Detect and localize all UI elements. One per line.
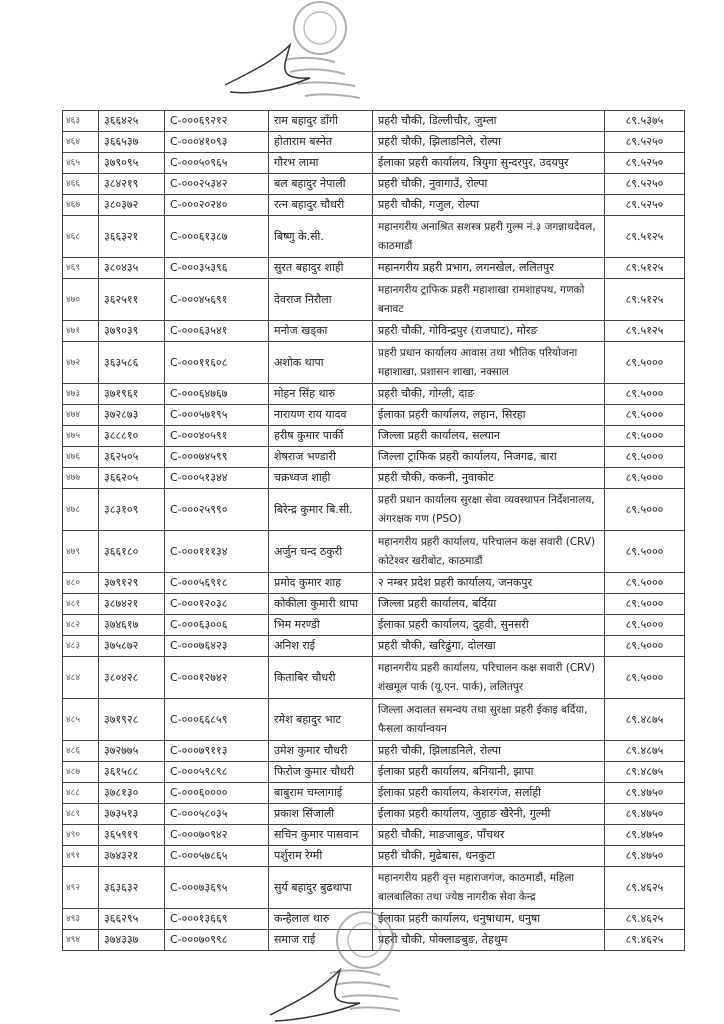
table-row xyxy=(63,867,685,909)
table-row xyxy=(63,468,685,489)
office-name: महानगरीय प्रहरी वृत्त महाराजगंज, काठमाडौं, महिला बालबालिका तथा ज्येष्ठ नागरीक सेवा केन्द्र xyxy=(373,867,605,909)
score: ८९.४८७५ xyxy=(605,741,685,762)
office-name: प्रहरी चौकी, गोविन्द्रपुर (राजघाट), मोरङ xyxy=(373,321,605,342)
candidate-name: होताराम बस्नेत xyxy=(269,132,373,153)
score: ८९.५१२५ xyxy=(605,279,685,321)
office-name: ईलाका प्रहरी कार्यालय, केशरगंज, सर्लाही xyxy=(373,783,605,804)
candidate-name: देवराज निरौला xyxy=(269,279,373,321)
candidate-name: शेषराज भण्डारी xyxy=(269,447,373,468)
score: ८९.४६२५ xyxy=(605,909,685,930)
table-row xyxy=(63,405,685,426)
office-name: प्रहरी चौकी, ककनी, नुवाकोट xyxy=(373,468,605,489)
score: ८९.४६२५ xyxy=(605,930,685,951)
score: ८९.४७५० xyxy=(605,825,685,846)
table-row xyxy=(63,195,685,216)
candidate-id: C-०००६६८५९ xyxy=(165,699,269,741)
table-row xyxy=(63,636,685,657)
office-name: प्रहरी चौकी, मुढेबास, धनकुटा xyxy=(373,846,605,867)
office-name: ईलाका प्रहरी कार्यालय, दुहवी, सुनसरी xyxy=(373,615,605,636)
serial-number: ४७९ xyxy=(63,531,99,573)
roll-number: ३७४३३७ xyxy=(99,930,165,951)
candidate-name: समाज राई xyxy=(269,930,373,951)
candidate-name: बिरेन्द्र कुमार बि.सी. xyxy=(269,489,373,531)
score: ८९.५००० xyxy=(605,342,685,384)
table-row xyxy=(63,216,685,258)
serial-number: ४६४ xyxy=(63,132,99,153)
score: ८९.४७५० xyxy=(605,783,685,804)
roll-number: ३६५९१९ xyxy=(99,825,165,846)
office-name: महानगरीय प्रहरी प्रभाग, लगनखेल, ललितपुर xyxy=(373,258,605,279)
results-table xyxy=(62,110,685,951)
office-name: महानगरीय ट्राफिक प्रहरी महाशाखा रामशाहपथ, गणको बनावट xyxy=(373,279,605,321)
candidate-name: पर्शुराम रेग्मी xyxy=(269,846,373,867)
roll-number: ३८०३७२ xyxy=(99,195,165,216)
candidate-name: प्रकाश सिंजाली xyxy=(269,804,373,825)
roll-number: ३६६२०५ xyxy=(99,468,165,489)
candidate-id: C-०००७०९९८ xyxy=(165,930,269,951)
roll-number: ३७५८७२ xyxy=(99,636,165,657)
roll-number: ३८०४२८ xyxy=(99,657,165,699)
candidate-name: अर्जुन चन्द ठकुरी xyxy=(269,531,373,573)
score: ८९.४७५० xyxy=(605,846,685,867)
serial-number: ४७६ xyxy=(63,447,99,468)
score: ८९.५००० xyxy=(605,615,685,636)
score: ८९.५००० xyxy=(605,594,685,615)
candidate-name: राम बहादुर डाँगी xyxy=(269,111,373,132)
candidate-id: C-०००५९८९८ xyxy=(165,762,269,783)
serial-number: ४८८ xyxy=(63,783,99,804)
candidate-name: गौरभ लामा xyxy=(269,153,373,174)
candidate-id: C-०००३५३९६ xyxy=(165,258,269,279)
score: ८९.५२५० xyxy=(605,195,685,216)
candidate-name: फिरोज कुमार चौधरी xyxy=(269,762,373,783)
serial-number: ४९० xyxy=(63,825,99,846)
score: ८९.५००० xyxy=(605,636,685,657)
roll-number: ३६६१८० xyxy=(99,531,165,573)
serial-number: ४९२ xyxy=(63,867,99,909)
candidate-name: सुर्य बहादुर बुढथापा xyxy=(269,867,373,909)
candidate-id: C-०००६१३८७ xyxy=(165,216,269,258)
table-row xyxy=(63,615,685,636)
roll-number: ३७१९६१ xyxy=(99,384,165,405)
serial-number: ४८० xyxy=(63,573,99,594)
serial-number: ४७८ xyxy=(63,489,99,531)
roll-number: ३८०४३५ xyxy=(99,258,165,279)
table-row xyxy=(63,153,685,174)
serial-number: ४६९ xyxy=(63,258,99,279)
office-name: महानगरीय प्रहरी कार्यालय, परिचालन कक्ष सवारी (CRV) शंखमूल पार्क (यू.एन. पार्क), ललितपुर xyxy=(373,657,605,699)
roll-number: ३७१९२८ xyxy=(99,699,165,741)
table-row xyxy=(63,132,685,153)
candidate-name: कोकीला कुमारी थापा xyxy=(269,594,373,615)
candidate-name: मनोज खड्का xyxy=(269,321,373,342)
candidate-id: C-०००७४५९९ xyxy=(165,447,269,468)
candidate-id: C-०००४५६९१ xyxy=(165,279,269,321)
serial-number: ४७२ xyxy=(63,342,99,384)
table-row xyxy=(63,846,685,867)
table-row xyxy=(63,279,685,321)
candidate-id: C-०००१११३४ xyxy=(165,531,269,573)
candidate-name: उमेश कुमार चौधरी xyxy=(269,741,373,762)
office-name: जिल्ला ट्राफिक प्रहरी कार्यालय, निजगढ, बारा xyxy=(373,447,605,468)
candidate-id: C-०००६९२१२ xyxy=(165,111,269,132)
office-name: प्रहरी चौकी, गोग्ली, दाङ xyxy=(373,384,605,405)
roll-number: ३८३१०९ xyxy=(99,489,165,531)
roll-number: ३८४२१९ xyxy=(99,174,165,195)
score: ८९.५००० xyxy=(605,447,685,468)
candidate-name: हरीष कुमार पार्की xyxy=(269,426,373,447)
office-name: प्रहरी चौकी, झिलाडनिले, रोल्पा xyxy=(373,132,605,153)
table-row xyxy=(63,699,685,741)
office-name: प्रहरी चौकी, खरिढुंगा, दोलखा xyxy=(373,636,605,657)
score: ८९.५००० xyxy=(605,531,685,573)
table-row xyxy=(63,447,685,468)
candidate-id: C-०००६४७६७ xyxy=(165,384,269,405)
office-name: ईलाका प्रहरी कार्यालय, बनियानी, झापा xyxy=(373,762,605,783)
office-name: ईलाका प्रहरी कार्यालय, त्रियुगा सुन्दरपुर, उदयपुर xyxy=(373,153,605,174)
candidate-id: C-०००१२७४२ xyxy=(165,657,269,699)
table-row xyxy=(63,573,685,594)
table-row xyxy=(63,384,685,405)
roll-number: ३७३५१३ xyxy=(99,804,165,825)
roll-number: ३७९१२९ xyxy=(99,573,165,594)
table-row xyxy=(63,489,685,531)
candidate-id: C-०००२५९९० xyxy=(165,489,269,531)
score: ८९.५२५० xyxy=(605,153,685,174)
serial-number: ४६५ xyxy=(63,153,99,174)
official-stamp-bottom xyxy=(250,905,420,1024)
table-row xyxy=(63,825,685,846)
roll-number: ३७८१३० xyxy=(99,783,165,804)
serial-number: ४७५ xyxy=(63,426,99,447)
roll-number: ३६२५११ xyxy=(99,279,165,321)
serial-number: ४७३ xyxy=(63,384,99,405)
table-row xyxy=(63,342,685,384)
candidate-id: C-०००४०५९१ xyxy=(165,426,269,447)
serial-number: ४८२ xyxy=(63,615,99,636)
serial-number: ४७४ xyxy=(63,405,99,426)
table-row xyxy=(63,741,685,762)
office-name: जिल्ला प्रहरी कार्यालय, सल्यान xyxy=(373,426,605,447)
score: ८९.५००० xyxy=(605,405,685,426)
serial-number: ४६६ xyxy=(63,174,99,195)
score: ८९.५१२५ xyxy=(605,258,685,279)
office-name: प्रहरी चौकी, माङजाबुङ, पाँचथर xyxy=(373,825,605,846)
candidate-id: C-०००१२०३८ xyxy=(165,594,269,615)
roll-number: ३६६२९५ xyxy=(99,909,165,930)
office-name: जिल्ला प्रहरी कार्यालय, बर्दिया xyxy=(373,594,605,615)
roll-number: ३७२८७३ xyxy=(99,405,165,426)
table-row xyxy=(63,258,685,279)
candidate-name: सचिन कुमार पासवान xyxy=(269,825,373,846)
score: ८९.४८७५ xyxy=(605,699,685,741)
office-name: महानगरीय प्रहरी कार्यालय, परिचालन कक्ष सवारी (CRV) कोटेश्वर खरीबोट, काठमाडौं xyxy=(373,531,605,573)
office-name: प्रहरी चौकी, डिल्लीचौर, जुम्ला xyxy=(373,111,605,132)
score: ८९.४७५० xyxy=(605,804,685,825)
office-name: प्रहरी प्रधान कार्यालय सुरक्षा सेवा व्यवस्थापन निर्देशनालय, अंगरक्षक गण (PSO) xyxy=(373,489,605,531)
candidate-id: C-०००७६४२३ xyxy=(165,636,269,657)
office-name: जिल्ला अदालत समन्वय तथा सुरक्षा प्रहरी ईकाइ बर्दिया, फैसला कार्यान्वयन xyxy=(373,699,605,741)
candidate-name: प्रमोद कुमार शाह xyxy=(269,573,373,594)
score: ८९.५००० xyxy=(605,489,685,531)
score: ८९.५००० xyxy=(605,468,685,489)
office-name: प्रहरी चौकी, झिलाडनिले, रोल्पा xyxy=(373,741,605,762)
candidate-name: बाबुराम चम्लागाई xyxy=(269,783,373,804)
roll-number: ३६२५०५ xyxy=(99,447,165,468)
roll-number: ३६६५३७ xyxy=(99,132,165,153)
serial-number: ४९४ xyxy=(63,930,99,951)
candidate-id: C-०००७०९४२ xyxy=(165,825,269,846)
roll-number: ३६६३२१ xyxy=(99,216,165,258)
score: ८९.५००० xyxy=(605,384,685,405)
office-name: ईलाका प्रहरी कार्यालय, जुहाङ खैरेनी, गुल्मी xyxy=(373,804,605,825)
candidate-id: C-०००५०९६५ xyxy=(165,153,269,174)
roll-number: ३६३५८६ xyxy=(99,342,165,384)
roll-number: ३६१५८८ xyxy=(99,762,165,783)
candidate-name: बल बहादुर नेपाली xyxy=(269,174,373,195)
roll-number: ३६६४२५ xyxy=(99,111,165,132)
score: ८९.५१२५ xyxy=(605,216,685,258)
table-row xyxy=(63,174,685,195)
score: ८९.५३७५ xyxy=(605,111,685,132)
candidate-id: C-०००४१०९३ xyxy=(165,132,269,153)
serial-number: ४८१ xyxy=(63,594,99,615)
candidate-name: कन्हैलाल थारु xyxy=(269,909,373,930)
table-row xyxy=(63,762,685,783)
serial-number: ४८३ xyxy=(63,636,99,657)
candidate-id: C-०००६३००६ xyxy=(165,615,269,636)
roll-number: ३८७४२१ xyxy=(99,594,165,615)
score: ८९.५००० xyxy=(605,573,685,594)
serial-number: ४९३ xyxy=(63,909,99,930)
candidate-id: C-०००७३६९५ xyxy=(165,867,269,909)
roll-number: ३८८८१० xyxy=(99,426,165,447)
score: ८९.५००० xyxy=(605,657,685,699)
table-row xyxy=(63,804,685,825)
serial-number: ४८४ xyxy=(63,657,99,699)
candidate-id: C-०००५१३४४ xyxy=(165,468,269,489)
candidate-id: C-०००१३६६९ xyxy=(165,909,269,930)
table-row xyxy=(63,321,685,342)
roll-number: ३७४६१७ xyxy=(99,615,165,636)
candidate-name: अनिश राई xyxy=(269,636,373,657)
candidate-name: चक्रध्वज शाही xyxy=(269,468,373,489)
candidate-id: C-०००५७८६५ xyxy=(165,846,269,867)
table-row xyxy=(63,657,685,699)
office-name: महानगरीय अनाश्रित सशस्त्र प्रहरी गुल्म नं.३ जगन्नाथदेवल, काठमाडौं xyxy=(373,216,605,258)
office-name: प्रहरी चौकी, पोक्लाङबुङ, तेहथुम xyxy=(373,930,605,951)
candidate-id: C-०००५८०३५ xyxy=(165,804,269,825)
roll-number: ३६३६३२ xyxy=(99,867,165,909)
candidate-id: C-०००७९११३ xyxy=(165,741,269,762)
candidate-id: C-०००५६९१८ xyxy=(165,573,269,594)
candidate-id: C-०००२५३४२ xyxy=(165,174,269,195)
office-name: प्रहरी प्रधान कार्यालय आवास तथा भौतिक परियोजना महाशाखा, प्रशासन शाखा, नक्साल xyxy=(373,342,605,384)
office-name: प्रहरी चौकी, गजुल, रोल्पा xyxy=(373,195,605,216)
office-name: २ नम्बर प्रदेश प्रहरी कार्यालय, जनकपुर xyxy=(373,573,605,594)
roll-number: ३७९०३९ xyxy=(99,321,165,342)
table-row xyxy=(63,594,685,615)
candidate-name: मोहन सिंह थारु xyxy=(269,384,373,405)
score: ८९.५००० xyxy=(605,426,685,447)
candidate-name: अशोक थापा xyxy=(269,342,373,384)
serial-number: ४८६ xyxy=(63,741,99,762)
candidate-name: नारायण राय यादव xyxy=(269,405,373,426)
candidate-name: बिष्णु के.सी. xyxy=(269,216,373,258)
candidate-name: सुरत बहादुर शाही xyxy=(269,258,373,279)
serial-number: ४६७ xyxy=(63,195,99,216)
candidate-name: रत्न बहादुर चौधरी xyxy=(269,195,373,216)
score: ८९.५१२५ xyxy=(605,321,685,342)
candidate-name: भिम मरण्डी xyxy=(269,615,373,636)
candidate-name: किताबिर चौधरी xyxy=(269,657,373,699)
score: ८९.४८७५ xyxy=(605,762,685,783)
table-row xyxy=(63,111,685,132)
roll-number: ३७२७७५ xyxy=(99,741,165,762)
serial-number: ४६३ xyxy=(63,111,99,132)
candidate-id: C-०००६०००० xyxy=(165,783,269,804)
serial-number: ४६८ xyxy=(63,216,99,258)
roll-number: ३७९०९५ xyxy=(99,153,165,174)
score: ८९.५२५० xyxy=(605,132,685,153)
official-stamp-top xyxy=(215,0,385,105)
candidate-id: C-०००११६०८ xyxy=(165,342,269,384)
score: ८९.४६२५ xyxy=(605,867,685,909)
table-row xyxy=(63,783,685,804)
office-name: ईलाका प्रहरी कार्यालय, धनुषाधाम, धनुषा xyxy=(373,909,605,930)
table-row xyxy=(63,531,685,573)
table-row xyxy=(63,426,685,447)
candidate-id: C-०००६३५४१ xyxy=(165,321,269,342)
serial-number: ४९१ xyxy=(63,846,99,867)
candidate-name: रमेश बहादुर भाट xyxy=(269,699,373,741)
roll-number: ३७४३२१ xyxy=(99,846,165,867)
serial-number: ४८७ xyxy=(63,762,99,783)
score: ८९.५२५० xyxy=(605,174,685,195)
office-name: प्रहरी चौकी, नुवागाउँ, रोल्पा xyxy=(373,174,605,195)
serial-number: ४७७ xyxy=(63,468,99,489)
serial-number: ४८९ xyxy=(63,804,99,825)
serial-number: ४७० xyxy=(63,279,99,321)
candidate-id: C-०००५७१९५ xyxy=(165,405,269,426)
office-name: ईलाका प्रहरी कार्यालय, लहान, सिरहा xyxy=(373,405,605,426)
candidate-id: C-०००२०२४० xyxy=(165,195,269,216)
serial-number: ४७१ xyxy=(63,321,99,342)
serial-number: ४८५ xyxy=(63,699,99,741)
